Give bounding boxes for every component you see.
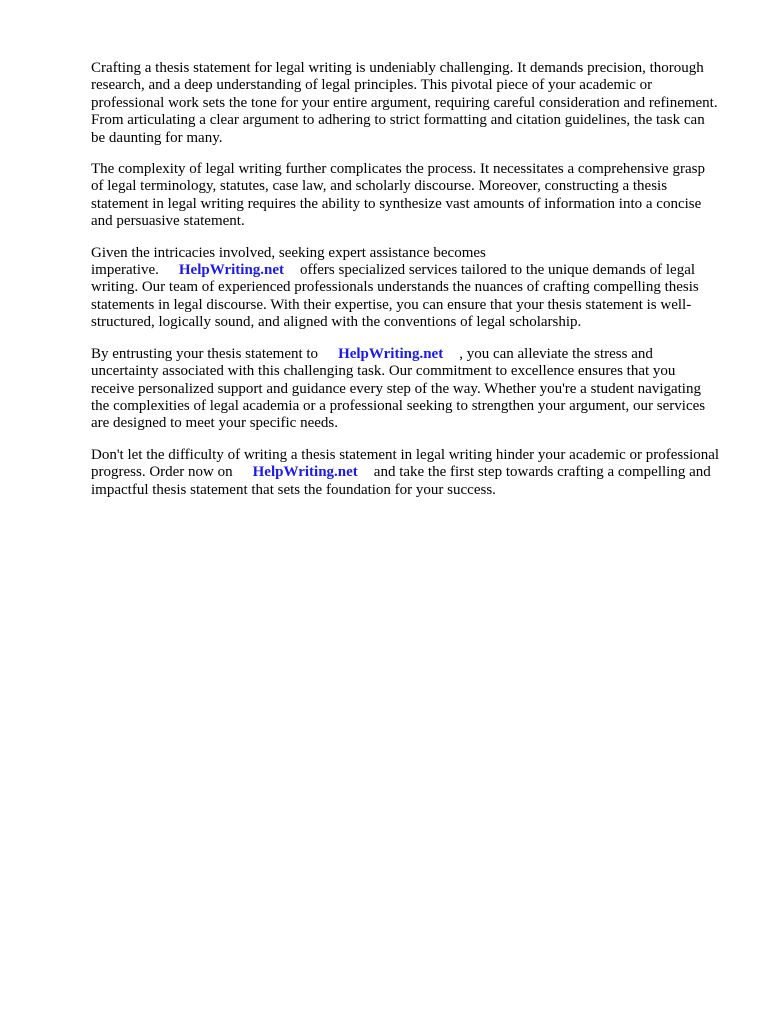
helpwriting-link-3[interactable]: HelpWriting.net (252, 464, 358, 481)
paragraph-assistance-text-before: Given the intricacies involved, seeking expert assistance becomes imperative. (91, 244, 486, 279)
paragraph-order (91, 447, 721, 499)
paragraph-order-text-after: and take the first step towards crafting a compelling and impactful thesis statement that sets the foundation for your success. (91, 464, 711, 498)
paragraph-complexity (91, 161, 721, 231)
helpwriting-link-1[interactable]: HelpWriting.net (178, 262, 285, 279)
paragraph-entrusting (91, 346, 721, 433)
document-body (91, 60, 721, 513)
paragraph-entrusting-text-after: , you can alleviate the stress and uncertainty associated with this challenging task. Our commitment to excellence ensures that you receive personalized support and guidance every step of the way. Whether you're a student navigating the complexities of legal academia or a professional seeking to strengthen your argument, our services are designed to meet your specific needs. (91, 345, 706, 432)
helpwriting-link-2[interactable]: HelpWriting.net (338, 345, 444, 362)
paragraph-order-text-before: Don't let the difficulty of writing a thesis statement in legal writing hinder your academic or professional progress. Order now on (91, 446, 720, 481)
paragraph-complexity-text: The complexity of legal writing further complicates the process. It necessitates a comprehensive grasp of legal terminology, statutes, case law, and scholarly discourse. Moreover, constructing a thesis statement in legal writing requires the ability to synthesize vast amounts of information into a concise and persuasive statement. (91, 161, 705, 230)
paragraph-assistance-text-after: offers specialized services tailored to the unique demands of legal writing. Our team of experienced professionals understands the nuances of crafting compelling thesis statements in legal discourse. With their expertise, you can ensure that your thesis statement is well-structured, logically sound, and aligned with the conventions of legal scholarship. (91, 262, 699, 331)
paragraph-entrusting-text-before: By entrusting your thesis statement to (91, 345, 319, 362)
paragraph-intro-text: Crafting a thesis statement for legal writing is undeniably challenging. It demands precision, thorough research, and a deep understanding of legal principles. This pivotal piece of your academic or professional work sets the tone for your entire argument, requiring careful consideration and refinement. From articulating a clear argument to adhering to strict formatting and citation guidelines, the task can be daunting for many. (91, 60, 718, 146)
paragraph-assistance (91, 245, 721, 332)
paragraph-intro (91, 60, 721, 147)
